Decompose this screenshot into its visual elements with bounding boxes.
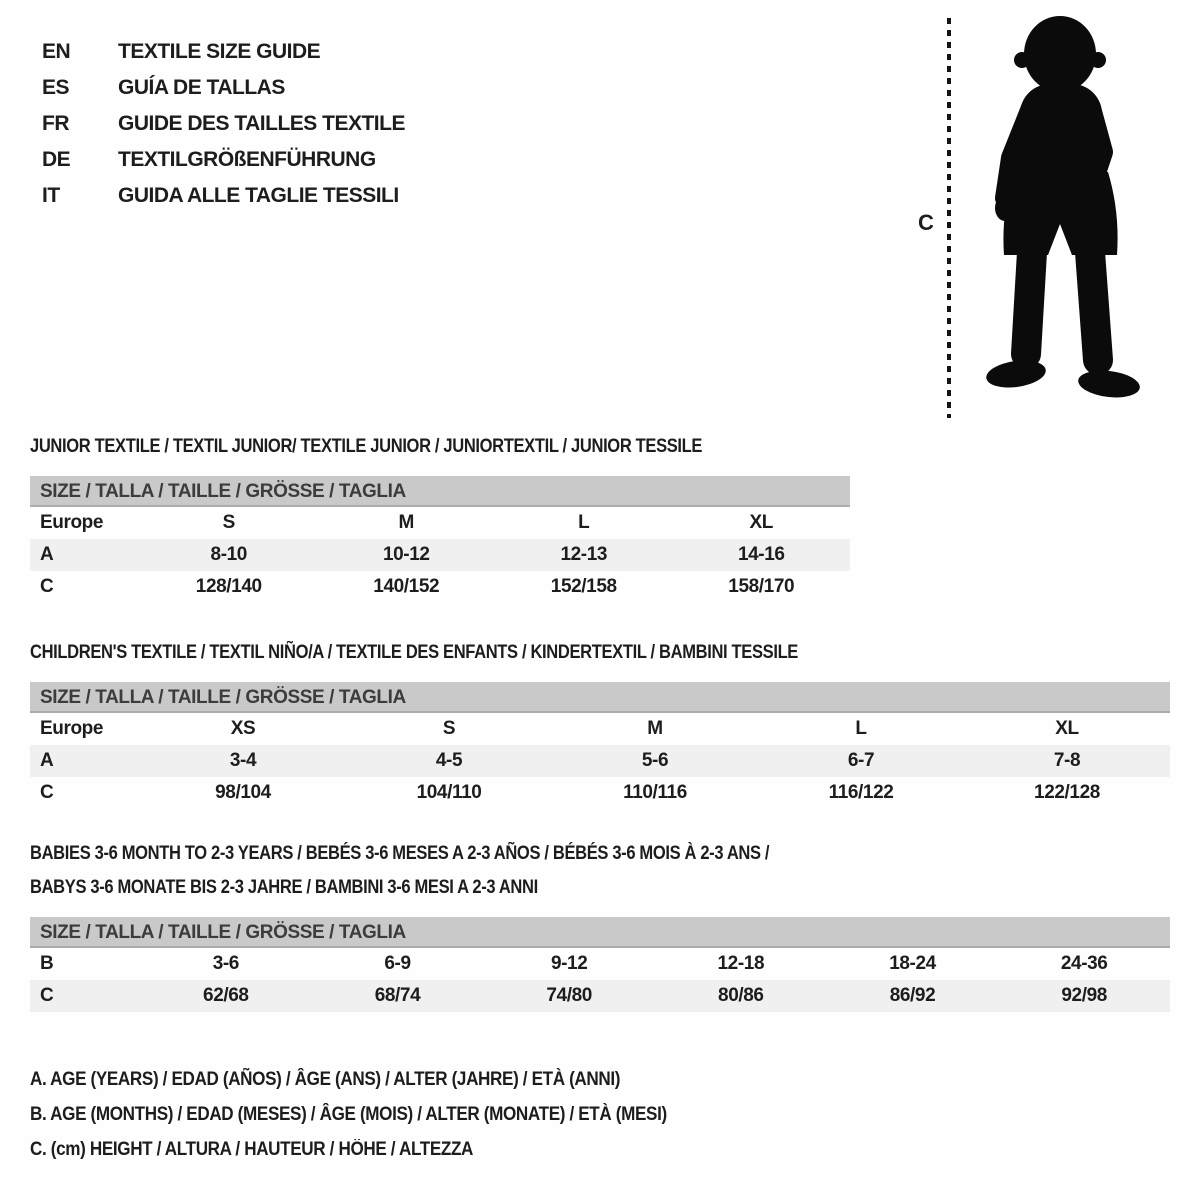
size-cell: 104/110 [416,782,482,803]
size-cell: 98/104 [215,782,271,803]
section-title-text: BABIES 3-6 MONTH TO 2-3 YEARS / BEBÉS 3-6 MESES A 2-3 AÑOS / BÉBÉS 3-6 MOIS À 2-3 ANS / [30,843,770,864]
section-title-text: JUNIOR TEXTILE / TEXTIL JUNIOR/ TEXTILE JUNIOR / JUNIORTEXTIL / JUNIOR TESSILE [30,436,703,457]
toddler-silhouette-icon [970,12,1142,418]
size-sections [30,430,1170,1012]
table-row [30,948,1170,980]
size-cell: 6-7 [847,750,875,771]
size-cell: 86/92 [889,985,936,1006]
language-title: TEXTILGRÖßENFÜHRUNG [118,148,376,171]
size-cell: 10-12 [382,544,430,565]
size-cell: 9-12 [550,953,588,974]
size-cell: XL [749,512,773,533]
size-cell: 92/98 [1061,985,1107,1006]
size-cell: 110/116 [623,782,687,803]
guide-header [30,0,1170,430]
size-table [30,476,850,603]
section-title [30,430,1170,464]
size-header-bar: SIZE / TALLA / TAILLE / GRÖSSE / TAGLIA [30,917,1170,948]
size-cell: 7-8 [1053,750,1081,771]
table-row [30,539,850,571]
language-code: IT [42,184,60,207]
section-title [30,837,1170,871]
language-code: FR [42,112,69,135]
size-section [30,837,1170,1012]
section-title [30,636,1170,670]
legend-line [30,1062,1170,1097]
legend-line-text: B. AGE (MONTHS) / EDAD (MESES) / ÂGE (MOIS) / ALTER (MONATE) / ETÀ (MESI) [30,1104,667,1125]
size-section [30,430,1170,603]
size-cell: 62/68 [203,985,249,1006]
section-title-text: BABYS 3-6 MONATE BIS 2-3 JAHRE / BAMBINI 3-6 MESI A 2-3 ANNI [30,877,538,898]
language-title: GUIDE DES TAILLES TEXTILE [118,112,405,135]
size-cell: 74/80 [546,985,592,1006]
section-title [30,871,1170,905]
row-label: C [40,985,54,1006]
table-rows [30,713,1170,809]
size-cell: M [398,512,414,533]
legend-line [30,1097,1170,1132]
row-label: C [40,576,54,597]
size-cell: 14-16 [737,544,785,565]
size-cell: 3-4 [229,750,257,771]
size-cell: 158/170 [728,576,795,597]
size-header-bar: SIZE / TALLA / TAILLE / GRÖSSE / TAGLIA [30,682,1170,713]
size-cell: 116/122 [828,782,894,803]
table-row [30,980,1170,1012]
size-cell: 5-6 [641,750,669,771]
row-label: A [40,544,54,565]
size-cell: 24-36 [1060,953,1108,974]
size-cell: 80/86 [718,985,764,1006]
legend-line [30,1132,1170,1167]
size-header-bar: SIZE / TALLA / TAILLE / GRÖSSE / TAGLIA [30,476,850,507]
table-row [30,507,850,539]
size-cell: M [647,718,663,739]
size-table [30,682,1170,809]
row-label: Europe [40,718,104,739]
legend-line-text: C. (cm) HEIGHT / ALTURA / HAUTEUR / HÖHE / ALTEZZA [30,1139,474,1160]
size-table [30,917,1170,1012]
table-row [30,777,1170,809]
size-cell: 122/128 [1034,782,1100,803]
size-cell: 128/140 [195,576,262,597]
size-cell: 12-18 [717,953,765,974]
size-cell: L [855,718,867,739]
size-cell: 6-9 [384,953,411,974]
table-row [30,713,1170,745]
language-title: TEXTILE SIZE GUIDE [118,40,321,63]
row-label: Europe [40,512,104,533]
legend-line-text: A. AGE (YEARS) / EDAD (AÑOS) / ÂGE (ANS) / ALTER (JAHRE) / ETÀ (ANNI) [30,1069,621,1090]
size-cell: 18-24 [889,953,936,974]
size-cell: 68/74 [374,985,421,1006]
size-cell: S [222,512,235,533]
size-cell: 3-6 [212,953,239,974]
size-cell: 140/152 [373,576,440,597]
language-code: DE [42,148,71,171]
table-row [30,571,850,603]
height-dashed-line [947,18,951,418]
table-row [30,745,1170,777]
size-cell: S [442,718,456,739]
row-label: C [40,782,54,803]
language-code: EN [42,40,71,63]
size-section [30,636,1170,809]
size-cell: 8-10 [210,544,247,565]
row-label: B [40,953,54,974]
language-code: ES [42,76,70,99]
language-title: GUIDA ALLE TAGLIE TESSILI [118,184,399,207]
height-measure-label: C [918,210,934,235]
row-label: A [40,750,54,771]
size-cell: XS [230,718,256,739]
section-title-text: CHILDREN'S TEXTILE / TEXTIL NIÑO/A / TEXTILE DES ENFANTS / KINDERTEXTIL / BAMBINI TESSILE [30,642,798,663]
table-rows [30,948,1170,1012]
language-title: GUÍA DE TALLAS [118,76,285,99]
measure-legend [30,1062,1170,1167]
size-cell: 4-5 [435,750,463,771]
size-cell: 152/158 [550,576,617,597]
size-cell: 12-13 [560,544,608,565]
table-rows [30,507,850,603]
size-cell: XL [1055,718,1079,739]
size-cell: L [578,512,590,533]
